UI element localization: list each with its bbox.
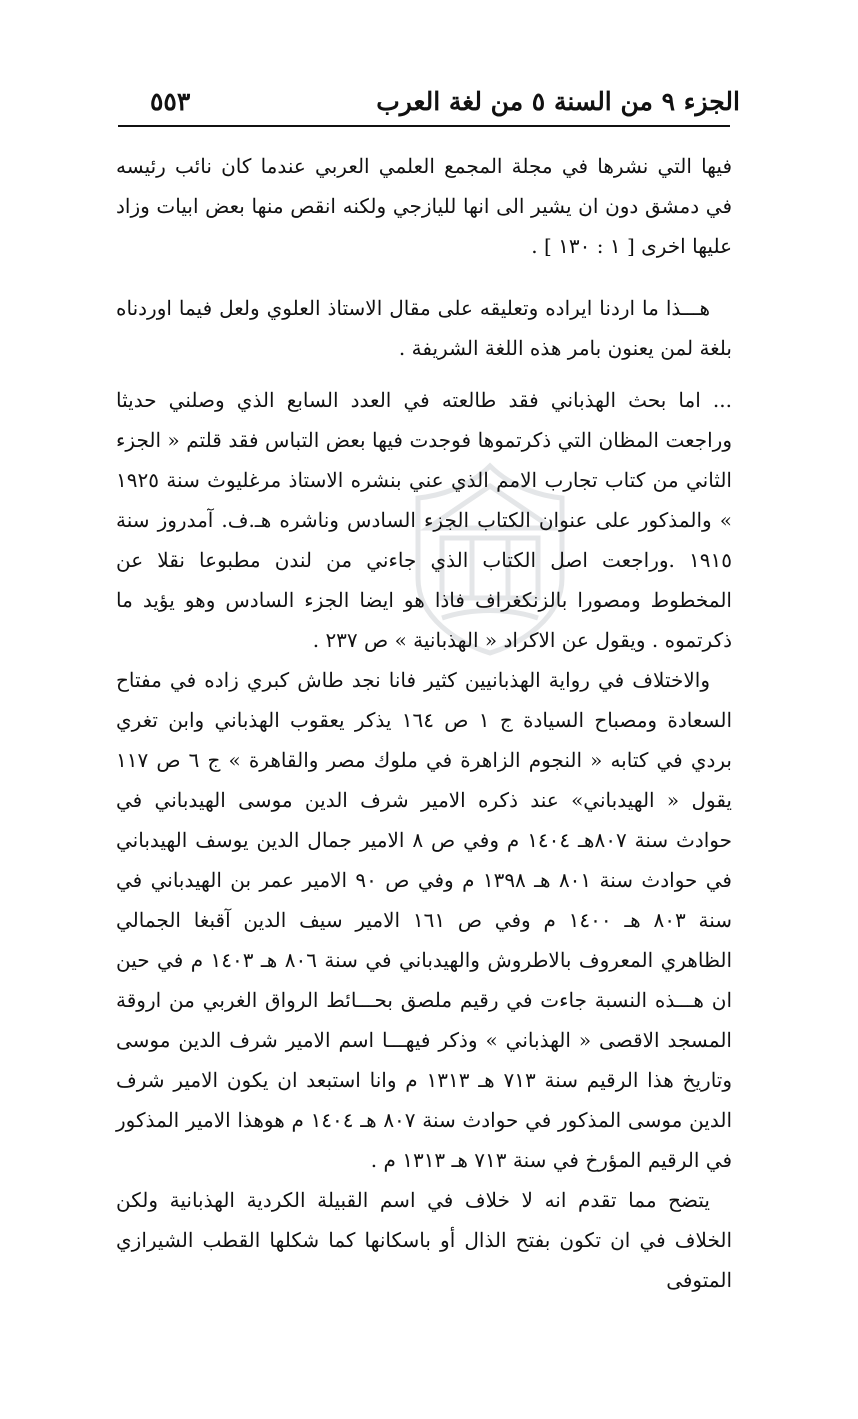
page-number: ٥٥٣ bbox=[150, 87, 191, 116]
paragraph-3: ... اما بحث الهذباني فقد طالعته في العدد السابع الذي وصلني حديثا وراجعت المظان التي ذكرتموها فوجدت فيها بعض التباس فقد قلتم « الجزء الثاني من كتاب تجارب الامم الذي عني بنشره الاستاذ مرغليوث سنة ١٩٢٥ » والمذكور على عنوان الكتاب الجزء السادس وناشره هـ.ف. آمدروز سنة ١٩١٥ .وراجعت اصل الكتاب الذي جاءني من لندن مطبوعا نقلا عن المخطوط ومصورا بالزنكغراف فاذا هو ايضا الجزء السادس وهو يؤيد ما ذكرتموه . ويقول عن الاكراد « الهذبانية » ص ٢٣٧ . bbox=[116, 388, 732, 652]
running-title: الجزء ٩ من السنة ٥ من لغة العرب bbox=[376, 87, 740, 116]
page-header bbox=[150, 70, 740, 116]
paragraph-4: والاختلاف في رواية الهذبانيين كثير فانا نجد طاش كبري زاده في مفتاح السعادة ومصباح السيادة ج ١ ص ١٦٤ يذكر يعقوب الهذباني وابن تغري بردي في كتابه « النجوم الزاهرة في ملوك مصر والقاهرة » ج ٦ ص ١١٧ يقول « الهيدباني» عند ذكره الامير شرف الدين موسى الهيدباني في حوادث سنة ٨٠٧هـ ١٤٠٤ م وفي ص ٨ الامير جمال الدين يوسف الهيدباني في حوادث سنة ٨٠١ هـ ١٣٩٨ م وفي ص ٩٠ الامير عمر بن الهيدباني في سنة ٨٠٣ هـ ١٤٠٠ م وفي ص ١٦١ الامير سيف الدين آقبغا الجمالي الظاهري المعروف بالاطروش والهيدباني في سنة ٨٠٦ هـ ١٤٠٣ م في حين ان هـــذه النسبة جاءت في رقيم ملصق بحـــائط الرواق الغربي من اروقة المسجد الاقصى « الهذباني » وذكر فيهـــا اسم الامير شرف الدين موسى وتاريخ هذا الرقيم سنة ٧١٣ هـ ١٣١٣ م وانا استبعد ان يكون الامير شرف الدين موسى المذكور في حوادث سنة ٨٠٧ هـ ١٤٠٤ م هوهذا الامير المذكور في الرقيم المؤرخ في سنة ٧١٣ هـ ١٣١٣ م . bbox=[116, 668, 733, 1172]
paragraph-1: فيها التي نشرها في مجلة المجمع العلمي العربي عندما كان نائب رئيسه في دمشق دون ان يشير الى انها لليازجي ولكنه انقص منها بعض ابيات وزاد عليها اخرى [ ١ : ١٣٠ ] . bbox=[116, 154, 732, 258]
paragraph-5: يتضح مما تقدم انه لا خلاف في اسم القبيلة الكردية الهذبانية ولكن الخلاف في ان تكون بفتح الذال أو باسكانها كما شكلها القطب الشيرازي المتوفى bbox=[116, 1188, 732, 1292]
paragraph-2: هـــذا ما اردنا ايراده وتعليقه على مقال الاستاذ العلوي ولعل فيما اوردناه بلغة لمن يعنون بامر هذه اللغة الشريفة . bbox=[116, 296, 732, 360]
body-text bbox=[116, 146, 732, 1300]
header-rule bbox=[118, 125, 730, 127]
